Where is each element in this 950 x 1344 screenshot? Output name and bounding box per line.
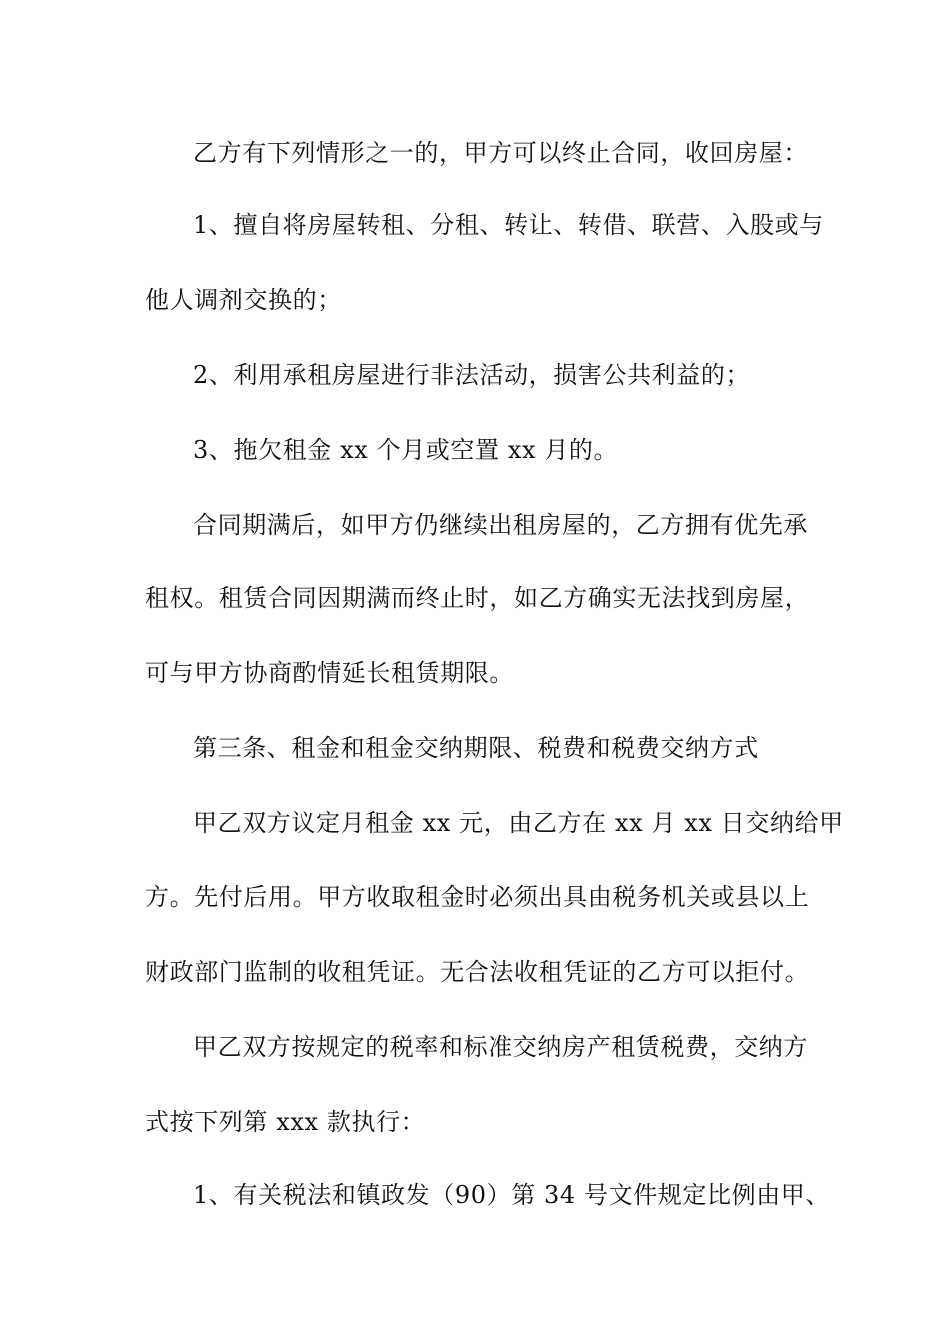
paragraph-line: 甲乙双方按规定的税率和标准交纳房产租赁税费，交纳方 (193, 1033, 808, 1061)
paragraph-line: 3、拖欠租金 xx 个月或空置 xx 月的。 (193, 436, 619, 464)
paragraph-line: 财政部门监制的收租凭证。无合法收租凭证的乙方可以拒付。 (145, 958, 810, 986)
paragraph-line: 合同期满后，如甲方仍继续出租房屋的，乙方拥有优先承 (193, 511, 808, 539)
paragraph-line: 1、有关税法和镇政发（90）第 34 号文件规定比例由甲、 (193, 1181, 831, 1209)
paragraph-line: 式按下列第 xxx 款执行： (145, 1108, 426, 1136)
paragraph-line: 可与甲方协商酌情延长租赁期限。 (145, 659, 514, 687)
paragraph-line: 1、擅自将房屋转租、分租、转让、转借、联营、入股或与 (193, 211, 824, 239)
paragraph-line: 租权。租赁合同因期满而终止时，如乙方确实无法找到房屋， (145, 584, 810, 612)
paragraph-line: 他人调剂交换的； (145, 286, 342, 314)
paragraph-line: 2、利用承租房屋进行非法活动，损害公共利益的； (193, 361, 751, 389)
paragraph-line: 方。先付后用。甲方收取租金时必须出具由税务机关或县以上 (145, 883, 810, 911)
paragraph-line: 甲乙双方议定月租金 xx 元，由乙方在 xx 月 xx 日交纳给甲 (193, 809, 844, 837)
paragraph-line: 乙方有下列情形之一的，甲方可以终止合同，收回房屋： (193, 139, 808, 167)
section-heading: 第三条、租金和租金交纳期限、税费和税费交纳方式 (193, 734, 759, 762)
